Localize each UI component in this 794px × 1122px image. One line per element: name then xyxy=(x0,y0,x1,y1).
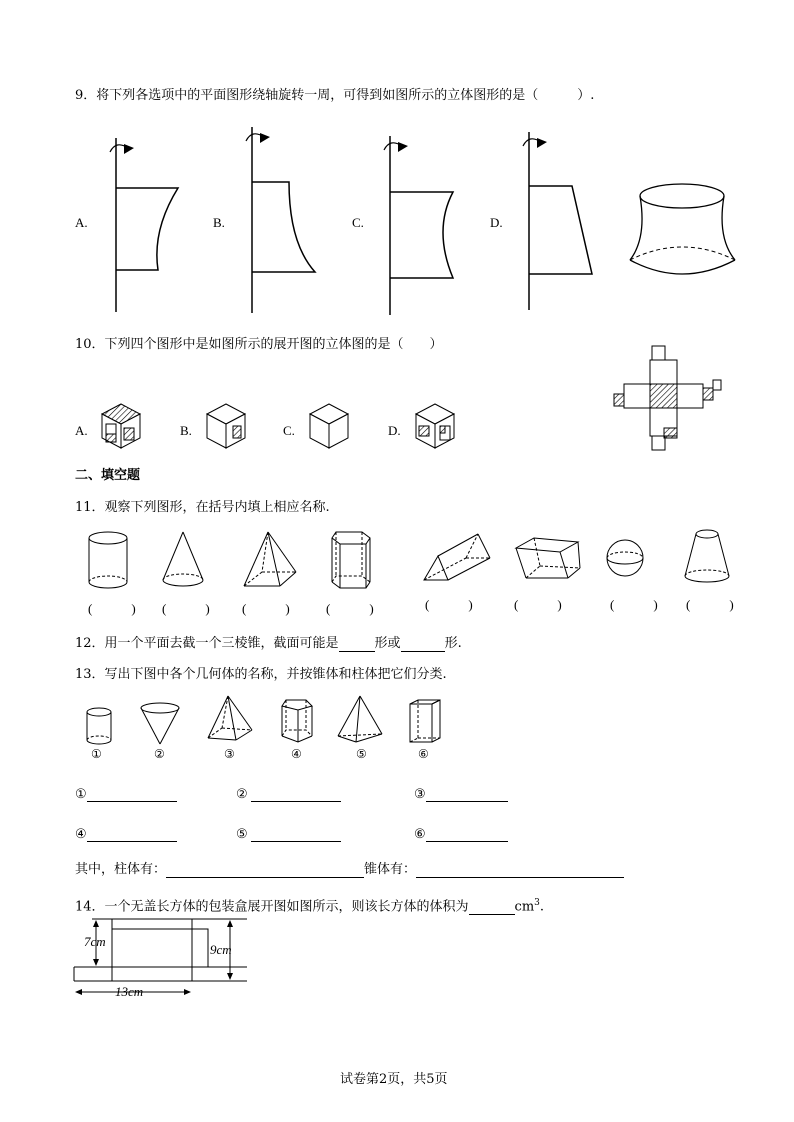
q11-pyramid xyxy=(240,530,300,592)
page-footer: 试卷第2页，共5页 xyxy=(340,1072,448,1087)
q13-blank-2[interactable] xyxy=(251,787,341,802)
q11-blank-3[interactable]: ( ) xyxy=(242,601,290,616)
q11-tri-prism xyxy=(418,528,498,586)
q13-solid-6-cuboid xyxy=(406,698,442,746)
q10-option-d-label[interactable]: D. xyxy=(388,423,401,438)
q10-cube-c xyxy=(308,402,350,450)
q11-blank-7[interactable]: ( ) xyxy=(610,597,658,612)
q11-blank-6[interactable]: ( ) xyxy=(514,597,562,612)
q13-zhuti-blank[interactable] xyxy=(166,863,364,878)
q11-cylinder xyxy=(86,530,130,592)
q13-label-4: ④ xyxy=(291,747,302,761)
q13-solid-5-tri-pyramid xyxy=(334,694,386,746)
q13-solid-2-cone xyxy=(138,700,182,746)
q10-text: 10．下列四个图形中是如图所示的展开图的立体图的是（ ） xyxy=(75,337,443,352)
q14-dim-9: 9cm xyxy=(210,942,232,957)
q13-zhuiti-blank[interactable] xyxy=(416,863,624,878)
q11-slant-prism xyxy=(512,534,582,584)
q13-solid-1-cylinder xyxy=(84,706,116,746)
q14-text: 14．一个无盖长方体的包装盒展开图如图所示，则该长方体的体积为 xyxy=(75,899,469,915)
q13-blank-1[interactable] xyxy=(87,787,177,802)
q13-label-2: ② xyxy=(154,747,165,761)
q14-dim-13: 13cm xyxy=(115,984,144,999)
q13-label-6: ⑥ xyxy=(418,747,429,761)
q14-end: . xyxy=(539,899,545,915)
q12-blank-1[interactable] xyxy=(339,637,375,652)
q11-blank-1[interactable]: ( ) xyxy=(88,601,136,616)
q11-sphere xyxy=(604,537,646,579)
q13-blank-5[interactable] xyxy=(251,827,341,842)
q13-blank-3[interactable] xyxy=(426,787,508,802)
q12-blank-2[interactable] xyxy=(401,637,445,652)
q13-solid-4-prism xyxy=(280,696,316,746)
q11-cone xyxy=(160,530,206,592)
q10-option-a-label[interactable]: A. xyxy=(75,423,88,438)
q10-option-c-label[interactable]: C. xyxy=(283,423,295,438)
q9-figure-c xyxy=(375,132,460,317)
q11-blank-5[interactable]: ( ) xyxy=(425,597,473,612)
q11-text: 11．观察下列图形，在括号内填上相应名称. xyxy=(75,500,330,515)
q12-text-3: 形. xyxy=(444,636,462,651)
q13-answer-1: ① xyxy=(75,786,177,802)
section-title: 二、填空题 xyxy=(75,468,141,483)
q13-classify-line xyxy=(75,862,624,878)
q13-text: 13．写出下图中各个几何体的名称，并按锥体和柱体把它们分类. xyxy=(75,667,447,682)
q11-hex-prism xyxy=(328,528,374,594)
q9-option-c-label[interactable]: C. xyxy=(352,215,364,230)
q10-cube-b xyxy=(205,402,247,450)
q13-label-5: ⑤ xyxy=(356,747,367,761)
q13-answer-5: ⑤ xyxy=(236,826,341,842)
q10-cube-a xyxy=(100,402,142,450)
q14-dim-7: 7cm xyxy=(84,934,106,949)
q13-blank-4[interactable] xyxy=(87,827,177,842)
q13-blank-6[interactable] xyxy=(426,827,508,842)
q12-line xyxy=(75,636,462,652)
q11-blank-8[interactable]: ( ) xyxy=(686,597,734,612)
q9-text: 9．将下列各选项中的平面图形绕轴旋转一周，可得到如图所示的立体图形的是（ ）. xyxy=(75,88,595,103)
q14-unit-sup: 3 xyxy=(534,898,540,908)
q10-net-figure xyxy=(612,344,722,454)
q14-line xyxy=(75,895,544,915)
q13-label-3: ③ xyxy=(224,747,235,761)
q13-zhuiti-label: 锥体有： xyxy=(364,862,417,877)
q13-answer-3: ③ xyxy=(414,786,508,802)
q9-option-a-label[interactable]: A. xyxy=(75,215,88,230)
q10-cube-d xyxy=(414,402,456,450)
q11-blank-4[interactable]: ( ) xyxy=(326,601,374,616)
q14-blank[interactable] xyxy=(469,900,515,915)
q9-option-b-label[interactable]: B. xyxy=(213,215,225,230)
q9-option-d-label[interactable]: D. xyxy=(490,215,503,230)
q9-reference-solid xyxy=(625,178,745,278)
q9-figure-a xyxy=(100,130,180,315)
q11-blank-2[interactable]: ( ) xyxy=(162,601,210,616)
q13-zhuti-label: 其中，柱体有： xyxy=(75,862,167,877)
q10-option-b-label[interactable]: B. xyxy=(180,423,192,438)
q12-text-1: 12．用一个平面去截一个三棱锥，截面可能是 xyxy=(75,636,339,651)
q14-unit: cm xyxy=(514,899,535,915)
q9-figure-b xyxy=(237,125,322,315)
q13-solid-3-pyramid xyxy=(204,694,256,744)
q13-answer-2: ② xyxy=(236,786,341,802)
q9-figure-d xyxy=(512,128,602,313)
q13-answer-6: ⑥ xyxy=(414,826,508,842)
q12-text-2: 形或 xyxy=(374,636,401,651)
q13-label-1: ① xyxy=(91,747,102,761)
q13-answer-4: ④ xyxy=(75,826,177,842)
q11-frustum xyxy=(682,526,732,586)
